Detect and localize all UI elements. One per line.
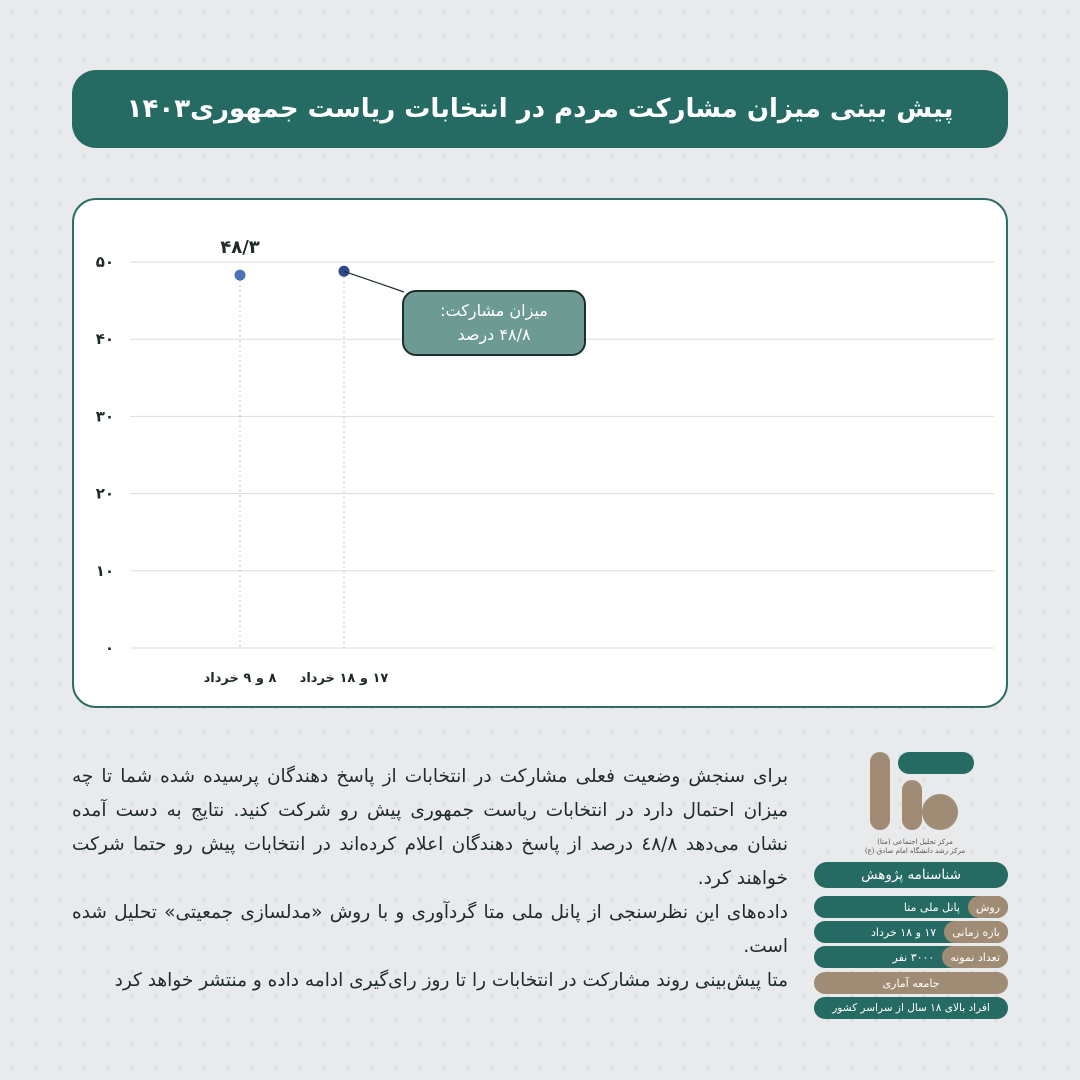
chart-card bbox=[72, 198, 1008, 708]
info-val-population-label: افراد بالای ۱۸ سال از سراسر کشور bbox=[832, 1002, 990, 1014]
research-info-title: شناسنامه پژوهش bbox=[861, 867, 961, 883]
info-key-sample: تعداد نمونه bbox=[942, 946, 1008, 968]
info-val-period: ۱۷ و ۱۸ خرداد bbox=[871, 925, 937, 939]
research-info-header bbox=[814, 862, 1008, 888]
page-title-bar bbox=[72, 70, 1008, 148]
callout-line1: میزان مشارکت: bbox=[440, 301, 548, 320]
info-val-population bbox=[814, 997, 1008, 1019]
callout-line2: ۴۸/۸ درصد bbox=[457, 325, 531, 344]
info-row-method bbox=[814, 896, 1008, 918]
logo-bar-left bbox=[870, 752, 890, 830]
participation-chart bbox=[74, 200, 1010, 710]
x-category-label: ۱۷ و ۱۸ خرداد bbox=[299, 671, 389, 686]
logo-bar-top bbox=[898, 752, 974, 774]
y-tick-label: ۵۰ bbox=[95, 253, 114, 271]
info-val-sample: ۳۰۰۰ نفر bbox=[892, 950, 935, 964]
logo-caption-line1: مرکز تحلیل اجتماعی (متا) bbox=[877, 838, 953, 846]
info-key-method: روش bbox=[968, 896, 1008, 918]
x-category-label: ۸ و ۹ خرداد bbox=[203, 671, 277, 686]
description-paragraph-2: داده‌های این نظرسنجی از پانل ملی متا گردآوری و با روش «مدلسازی جمعیتی» تحلیل شده است. bbox=[72, 902, 788, 957]
description-paragraph-3: متا پیش‌بینی روند مشارکت در انتخابات را تا روز رای‌گیری ادامه داده و منتشر خواهد کرد bbox=[114, 970, 788, 991]
participation-callout bbox=[402, 290, 586, 356]
info-key-period: بازه زمانی bbox=[944, 921, 1008, 943]
logo-bar-middle bbox=[902, 780, 922, 830]
info-key-population-label: جامعه آماری bbox=[882, 976, 940, 990]
info-row-period bbox=[814, 921, 1008, 943]
description-paragraph-1: برای سنجش وضعیت فعلی مشارکت در انتخابات از پاسخ دهندگان پرسیده شده شما تا چه میزان احتمال دارد در انتخابات ریاست جمهوری پیش رو شرکت کنید. نتایج به دست آمده نشان می‌دهد ٤٨/٨ درصد از پاسخ دهندگان اعلام کرده‌اند در انتخابات پیش رو حتما شرکت خواهند کرد. bbox=[72, 766, 789, 889]
description-text bbox=[72, 760, 788, 998]
y-tick-label: ۰ bbox=[104, 639, 114, 657]
logo-circle bbox=[922, 794, 958, 830]
info-val-method: پانل ملی متا bbox=[903, 900, 960, 914]
callout-leader-line bbox=[344, 271, 404, 292]
y-tick-label: ۳۰ bbox=[95, 407, 114, 426]
logo-caption-line2: مرکز رشد دانشگاه امام صادق (ع) bbox=[864, 847, 966, 855]
info-key-population bbox=[814, 972, 1008, 994]
data-point bbox=[235, 270, 246, 281]
info-row-sample bbox=[814, 946, 1008, 968]
y-tick-label: ۴۰ bbox=[95, 330, 114, 349]
logo-caption bbox=[830, 838, 1000, 856]
page-title: پیش بینی میزان مشارکت مردم در انتخابات ریاست جمهوری۱۴۰۳ bbox=[126, 94, 954, 124]
data-label: ۴۸/۳ bbox=[220, 237, 260, 259]
y-tick-label: ۲۰ bbox=[95, 484, 114, 503]
y-tick-label: ۱۰ bbox=[95, 561, 114, 580]
